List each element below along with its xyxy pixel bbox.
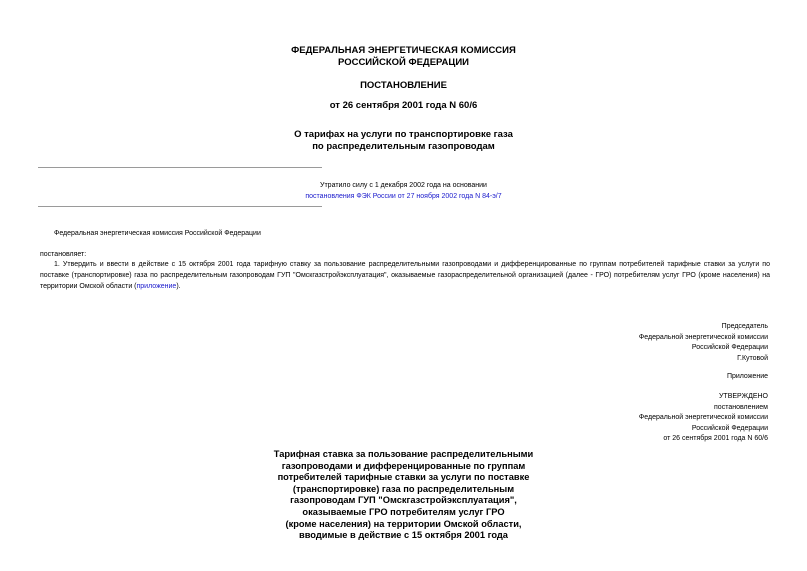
decides-text: постановляет:	[40, 251, 87, 258]
signature-name: Г.Кутовой	[737, 354, 768, 362]
status-note	[0, 180, 807, 202]
annex-title-line: газопроводам ГУП "Омскгазстройэксплуатация",	[290, 495, 517, 506]
annex-title-line: вводимые в действие с 15 октября 2001 года	[299, 530, 508, 541]
intro-text: Федеральная энергетическая комиссия Российской Федерации	[54, 230, 261, 237]
signature-country: Российской Федерации	[691, 344, 768, 351]
item-1-paragraph	[40, 259, 770, 292]
annex-title-line: Тарифная ставка за пользование распределительными	[273, 449, 534, 459]
annex-title-line: (кроме населения) на территории Омской области,	[285, 518, 522, 529]
approved-by-line4: от 26 сентября 2001 года N 60/6	[663, 435, 768, 442]
approved-label: УТВЕРЖДЕНО	[718, 393, 768, 400]
approved-by-line2: Федеральной энергетической комиссии	[638, 414, 768, 421]
annex-title-line: газопроводами и дифференцированные по группам	[281, 460, 526, 471]
divider-bottom	[38, 206, 322, 207]
org-header	[0, 45, 807, 69]
appendix-label: Приложение	[726, 373, 768, 380]
annex-title-line: оказываемые ГРО потребителям услуг ГРО	[302, 506, 505, 517]
doc-title-line2: по распределительным газопроводам	[312, 141, 495, 152]
status-line: Утратило силу с 1 декабря 2002 года на основании	[320, 182, 487, 189]
item-1-tail: ).	[176, 283, 181, 290]
item-1-text: 1. Утвердить и ввести в действие с 15 октября 2001 года тарифную ставку за пользование распределительными газопроводами и дифференцированные по группам потребителей тарифные ставки за услуги по поставке (транспортировке) газа по распределительным газопроводам ГУП "Омскгазстройэксплуатация", оказываемые газораспределительной организацией (далее - ГРО) потребителям услуг ГРО (кроме населения) на территории Омской области (	[40, 261, 770, 290]
annex-title-line: потребителей тарифные ставки за услуги по поставке	[277, 472, 530, 483]
status-link[interactable]: постановления ФЭК России от 27 ноября 2002 года N 84-э/7	[305, 193, 502, 200]
doc-date: от 26 сентября 2001 года N 60/6	[329, 100, 478, 111]
approved-by-line3: Российской Федерации	[691, 424, 768, 432]
signature-org: Федеральной энергетической комиссии	[638, 333, 768, 341]
org-name-line1: ФЕДЕРАЛЬНАЯ ЭНЕРГЕТИЧЕСКАЯ КОМИССИЯ	[291, 45, 516, 56]
appendix-link[interactable]: приложение	[136, 283, 177, 290]
doc-title	[0, 129, 807, 153]
approved-by-line1: постановлением	[714, 403, 768, 411]
signature-block	[639, 322, 768, 364]
signature-position: Председатель	[721, 323, 768, 330]
divider-top	[38, 167, 322, 168]
doc-type: ПОСТАНОВЛЕНИЕ	[360, 80, 447, 91]
doc-title-line1: О тарифах на услуги по транспортировке газа	[294, 129, 513, 140]
annex-title	[0, 449, 807, 542]
org-name-line2: РОССИЙСКОЙ ФЕДЕРАЦИИ	[337, 57, 469, 68]
annex-title-line: (транспортировке) газа по распределительным	[292, 483, 515, 494]
approval-block	[639, 392, 768, 445]
